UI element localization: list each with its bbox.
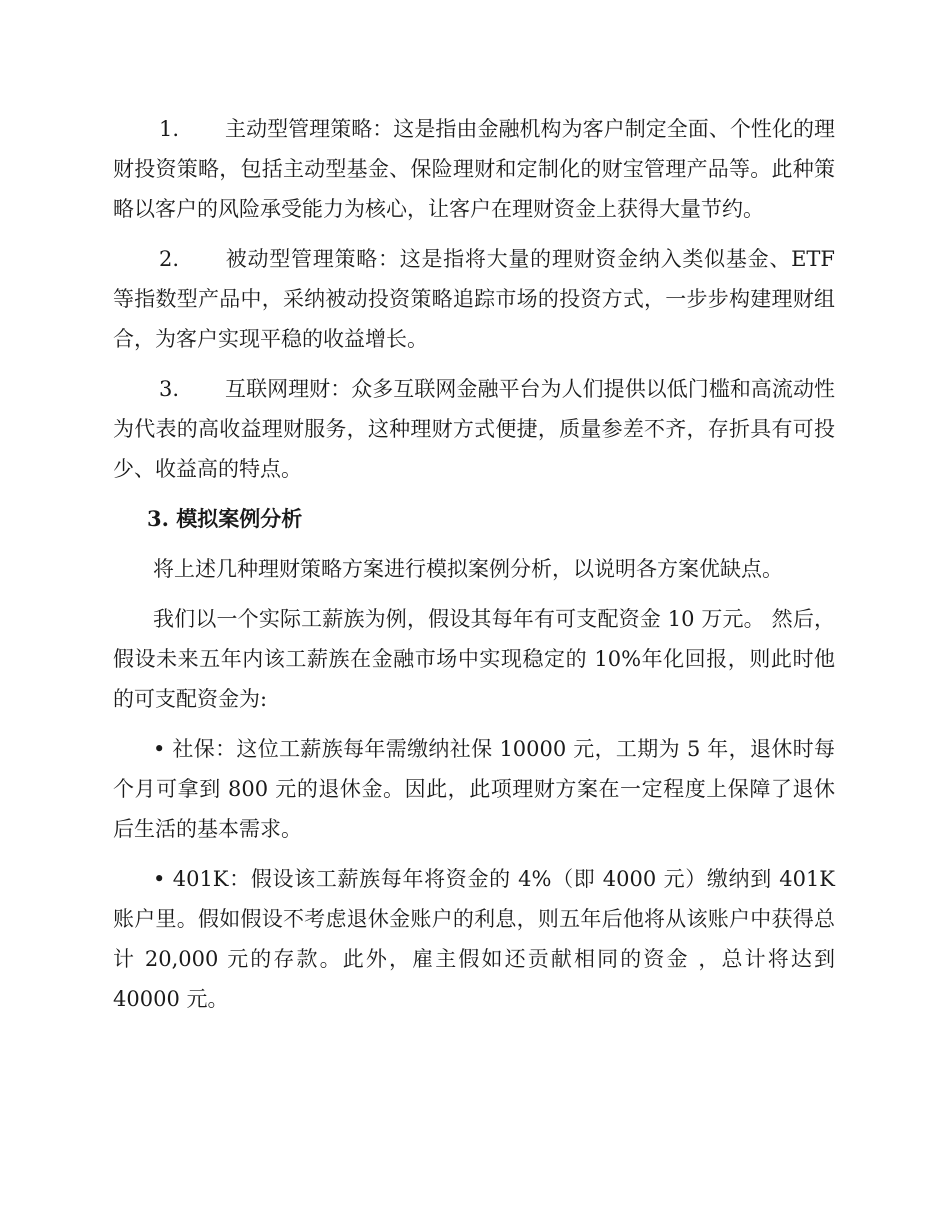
document-body [113,109,835,1029]
list-item-active-strategy [113,109,835,229]
list-number: 3. [159,377,180,401]
list-number: 2. [159,247,180,271]
scenario-paragraph: 我们以一个实际工薪族为例，假设其每年有可支配资金 10 万元。 然后， 假设未来五年内该工薪族在金融市场中实现稳定的 10%年化回报，则此时他的可支配资金为: [113,607,835,711]
list-item-internet-finance [113,369,835,489]
bullet-401k: • 401K：假设该工薪族每年将资金的 4%（即 4000 元）缴纳到 401K 账户里。假如假设不考虑退休金账户的利息，则五年后他将从该账户中获得总计 20,000 元的存款。此外，雇主假如还贡献相同的资金 ，总计将达到 40000 元。 [113,867,835,1011]
list-number: 1. [159,117,180,141]
list-item-text: 被动型管理策略：这是指将大量的理财资金纳入类似基金、ETF等指数型产品中，采纳被动投资策略追踪市场的投资方式，一步步构建理财组合，为客户实现平稳的收益增长。 [113,247,835,351]
section-intro-paragraph: 将上述几种理财策略方案进行模拟案例分析，以说明各方案优缺点。 [153,557,783,581]
list-item-text: 主动型管理策略：这是指由金融机构为客户制定全面、个性化的理财投资策略，包括主动型基金、保险理财和定制化的财宝管理产品等。此种策略以客户的风险承受能力为核心，让客户在理财资金上获得大量节约。 [113,117,835,221]
list-item-passive-strategy [113,239,835,359]
section-heading: 3. 模拟案例分析 [147,506,303,531]
bullet-social-security: • 社保：这位工薪族每年需缴纳社保 10000 元，工期为 5 年，退休时每个月可拿到 800 元的退休金。因此，此项理财方案在一定程度上保障了退休后生活的基本需求。 [113,737,835,841]
list-item-text: 互联网理财：众多互联网金融平台为人们提供以低门槛和高流动性为代表的高收益理财服务，这种理财方式便捷，质量参差不齐，存折具有可投少、收益高的特点。 [113,377,835,481]
